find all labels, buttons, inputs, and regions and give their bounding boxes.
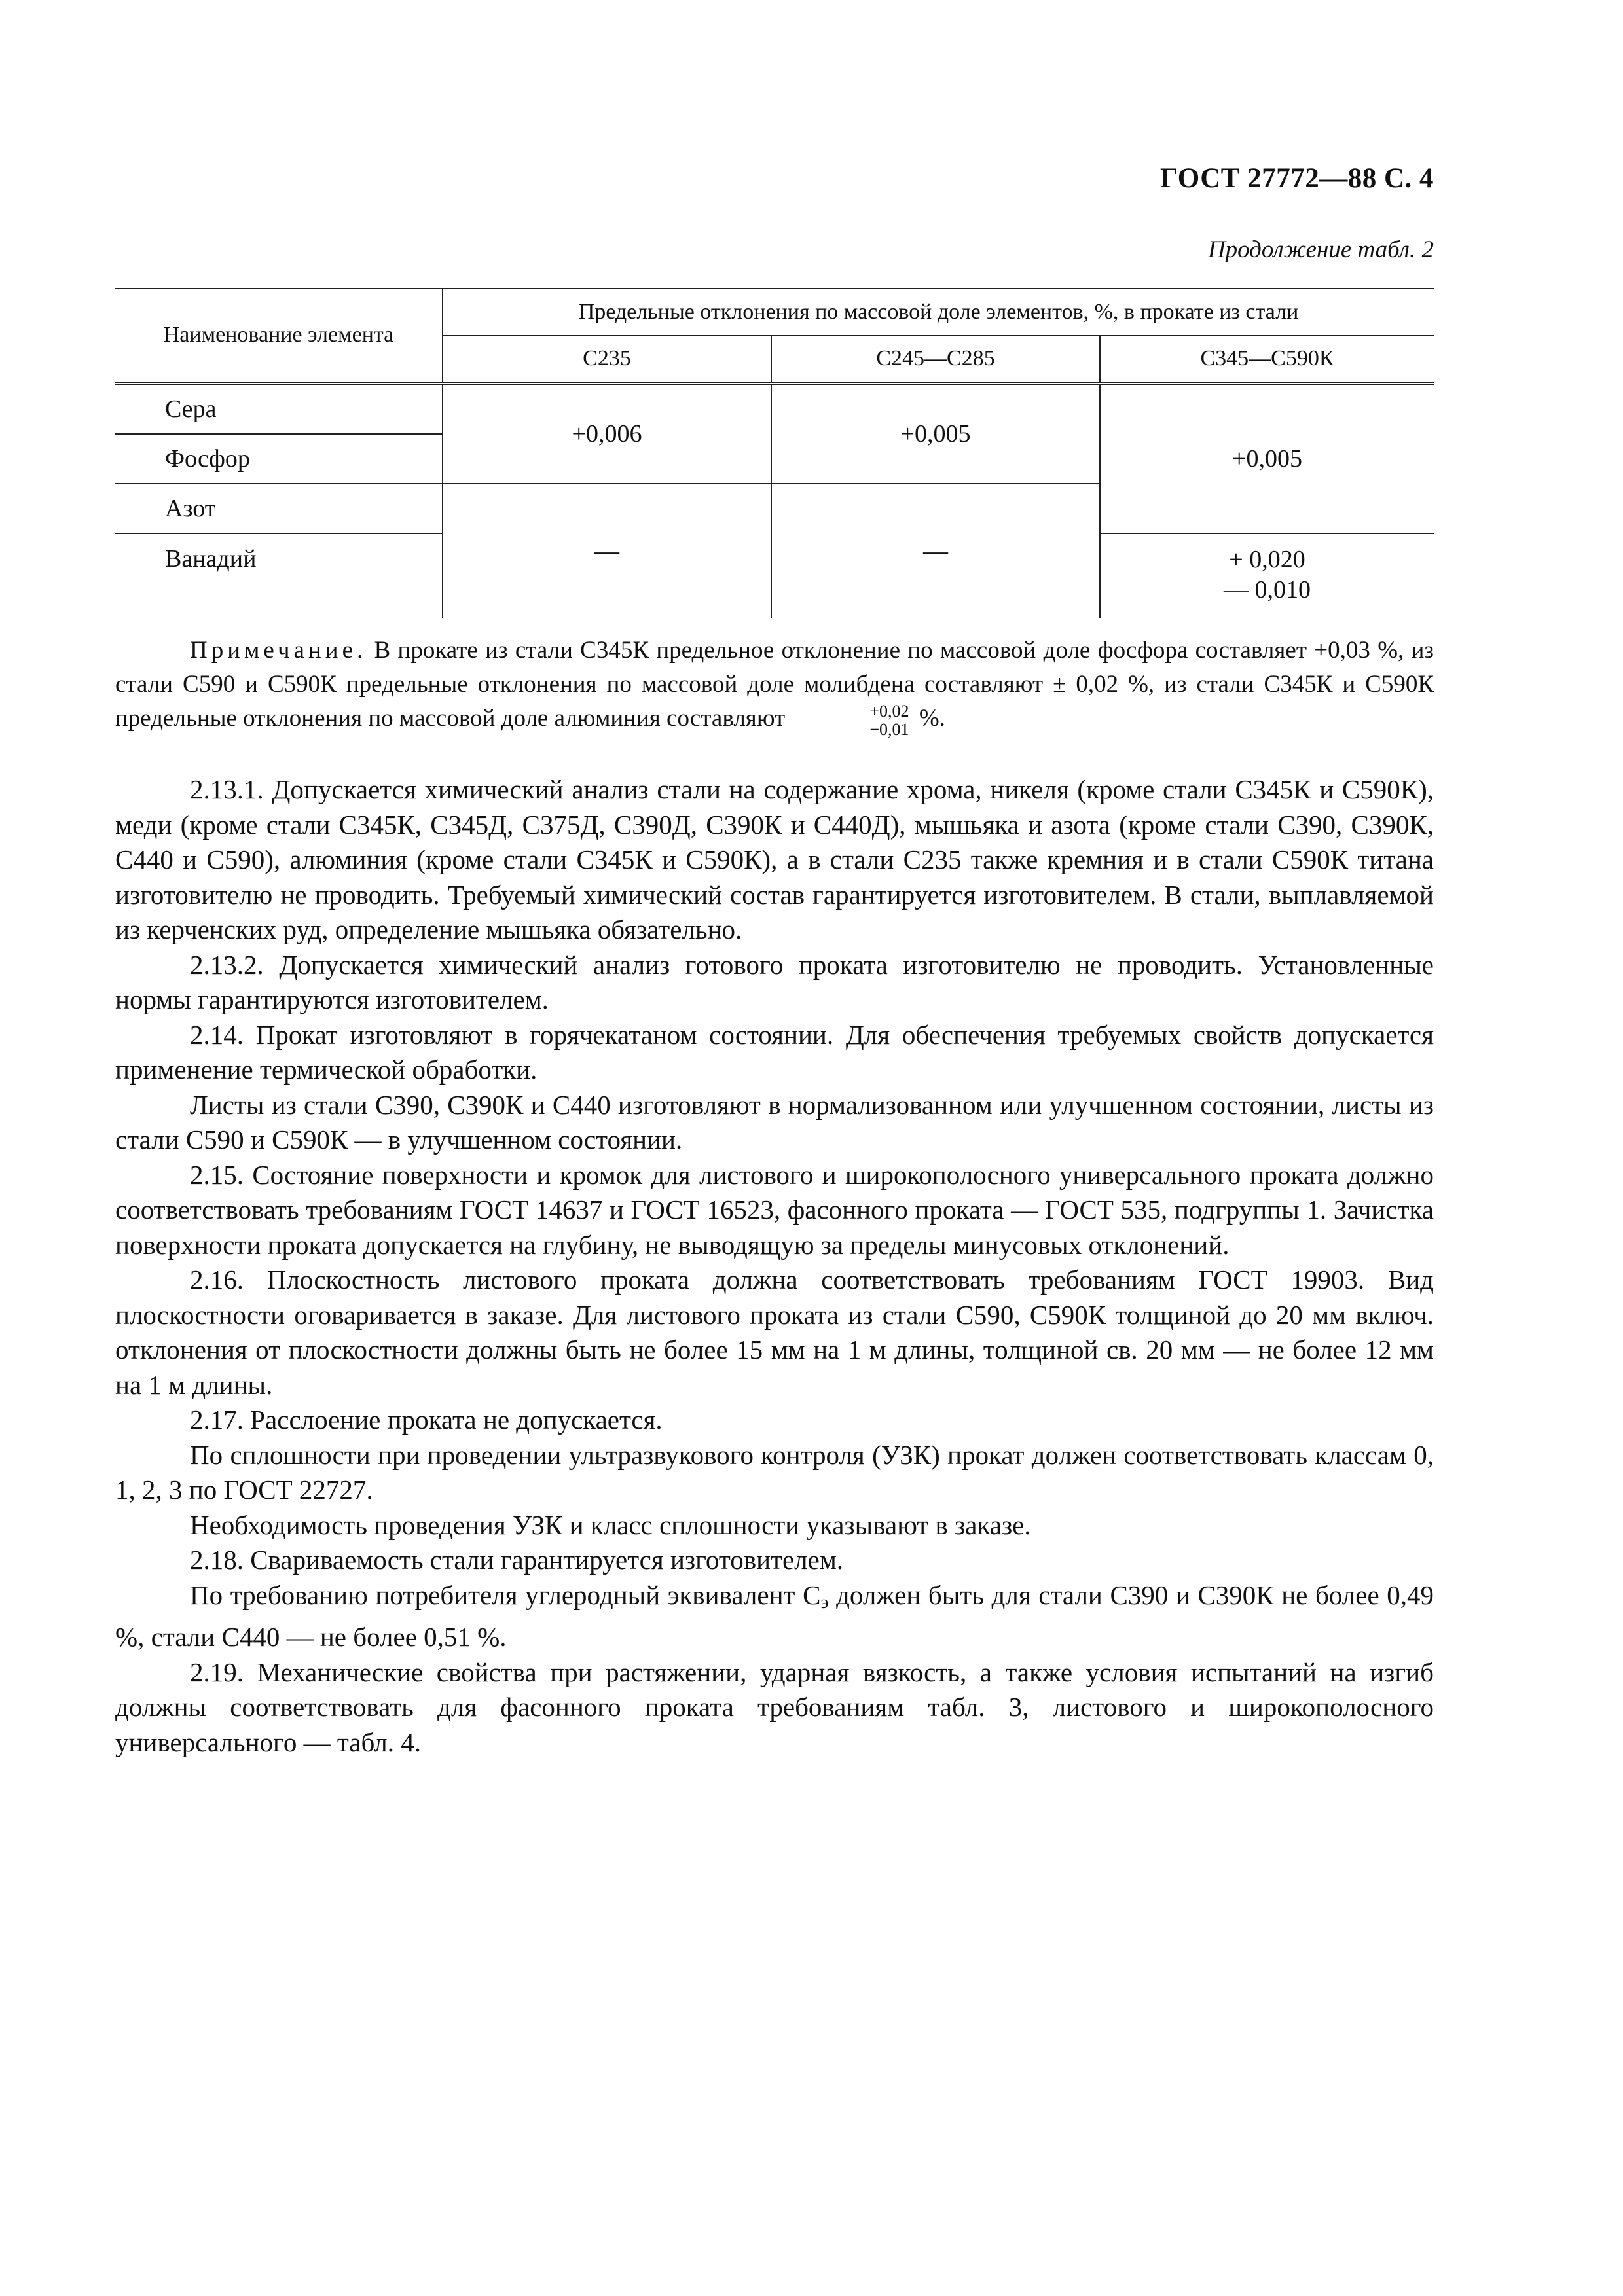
body-text bbox=[115, 772, 1434, 1760]
cell-c245-sera-fosfor: +0,005 bbox=[771, 383, 1100, 484]
deviation-table bbox=[115, 288, 1434, 618]
cell-c245-azot-vanadiy: — bbox=[771, 484, 1100, 618]
cell-c345-sera-fosfor-azot: +0,005 bbox=[1100, 383, 1434, 533]
vanadiy-minus: — 0,010 bbox=[1224, 575, 1311, 603]
vanadiy-plus: + 0,020 bbox=[1229, 545, 1305, 573]
row-name-vanadiy: Ванадий bbox=[115, 533, 443, 618]
cell-c235-sera-fosfor: +0,006 bbox=[443, 383, 771, 484]
row-name-fosfor: Фосфор bbox=[115, 434, 443, 484]
cell-c235-azot-vanadiy: — bbox=[443, 484, 771, 618]
note-text-1: В прокате из стали С345К предельное отклонение по массовой доле фосфора составляет +0,03 %, из стали С590 и С590К предельные отклонения по массовой доле молибдена составляют ± 0,02 %, из стали С345К и С590К предельные отклонения по массовой доле алюминия составляют bbox=[115, 637, 1434, 732]
table-caption: Продолжение табл. 2 bbox=[1207, 236, 1434, 263]
group-header: Предельные отклонения по массовой доле элементов, %, в прокате из стали bbox=[443, 289, 1434, 336]
row-name-azot: Азот bbox=[115, 484, 443, 533]
col-header-c245-c285: С245—С285 bbox=[771, 336, 1100, 383]
paragraph-uzk-classes: По сплошности при проведении ультразвукового контроля (УЗК) прокат должен соответствовать классам 0, 1, 2, 3 по ГОСТ 22727. bbox=[115, 1439, 1434, 1505]
paragraph-2-15: 2.15. Состояние поверхности и кромок для листового и широкополосного универсального проката должно соответствовать требованиям ГОСТ 14637 и ГОСТ 16523, фасонного проката — ГОСТ 535, подгруппы 1. Зачистка поверхности проката допускается на глубину, не выводящую за пределы минусовых отклонений. bbox=[115, 1159, 1434, 1260]
col-header-c345-c590k: С345—С590К bbox=[1100, 336, 1434, 383]
note-text-2: %. bbox=[913, 705, 945, 732]
paragraph-2-16: 2.16. Плоскостность листового проката должна соответствовать требованиям ГОСТ 19903. Вид плоскостности оговаривается в заказе. Для листового проката из стали С590, С590К толщиной до 20 мм включ. отклонения от плоскостности должны быть не более 15 мм на 1 м длины, толщиной св. 20 мм — не более 12 мм на 1 м длины. bbox=[115, 1265, 1434, 1400]
aluminium-tolerance-fraction bbox=[795, 702, 909, 739]
page-header: ГОСТ 27772—88 С. 4 bbox=[1159, 163, 1434, 194]
paragraph-2-13-1: 2.13.1. Допускается химический анализ стали на содержание хрома, никеля (кроме стали С345К и С590К), меди (кроме стали С345К, С345Д, С375Д, С390Д, С390К и С440Д), мышьяка и азота (кроме стали С390, С390К, С440 и С590), алюминия (кроме стали С345К и С590К), а в стали С235 также кремния и в стали С590К титана изготовителю не проводить. Требуемый химический состав гарантируется изготовителем. В стали, выплавляемой из керченских руд, определение мышьяка обязательно. bbox=[115, 774, 1434, 944]
paragraph-2-13-2: 2.13.2. Допускается химический анализ готового проката изготовителю не проводить. Установленные нормы гарантируются изготовителем. bbox=[115, 949, 1434, 1014]
col-header-c235: С235 bbox=[443, 336, 771, 383]
table-note bbox=[115, 634, 1434, 739]
paragraph-carbon-equivalent bbox=[115, 1578, 1434, 1655]
paragraph-2-17: 2.17. Расслоение проката не допускается. bbox=[190, 1405, 663, 1435]
paragraph-2-18: 2.18. Свариваемость стали гарантируется изготовителем. bbox=[190, 1545, 844, 1575]
cell-c345-vanadiy bbox=[1100, 533, 1434, 618]
paragraph-uzk-order: Необходимость проведения УЗК и класс сплошности указывают в заказе. bbox=[190, 1509, 1031, 1540]
frac-bottom: −0,01 bbox=[869, 719, 909, 739]
ce-text-before: По требованию потребителя углеродный эквивалент С bbox=[190, 1579, 821, 1610]
note-label: Примечание. bbox=[190, 637, 367, 664]
ce-subscript: э bbox=[820, 1592, 829, 1613]
col-header-element: Наименование элемента bbox=[115, 289, 443, 383]
paragraph-2-19: 2.19. Механические свойства при растяжении, ударная вязкость, а также условия испытаний на изгиб должны соответствовать для фасонного проката требованиям табл. 3, листового и широкополосного универсального — табл. 4. bbox=[115, 1657, 1434, 1757]
paragraph-sheets-state: Листы из стали С390, С390К и С440 изготовляют в нормализованном или улучшенном состоянии, листы из стали С590 и С590К — в улучшенном состоянии. bbox=[115, 1089, 1434, 1155]
row-name-sera: Сера bbox=[165, 395, 217, 423]
frac-top: +0,02 bbox=[869, 701, 909, 721]
ce-text-after: должен быть для стали С390 и С390К не более 0,49 %, стали С440 — не более 0,51 %. bbox=[115, 1579, 1434, 1652]
paragraph-2-14: 2.14. Прокат изготовляют в горячекатаном состоянии. Для обеспечения требуемых свойств допускается применение термической обработки. bbox=[115, 1019, 1434, 1085]
